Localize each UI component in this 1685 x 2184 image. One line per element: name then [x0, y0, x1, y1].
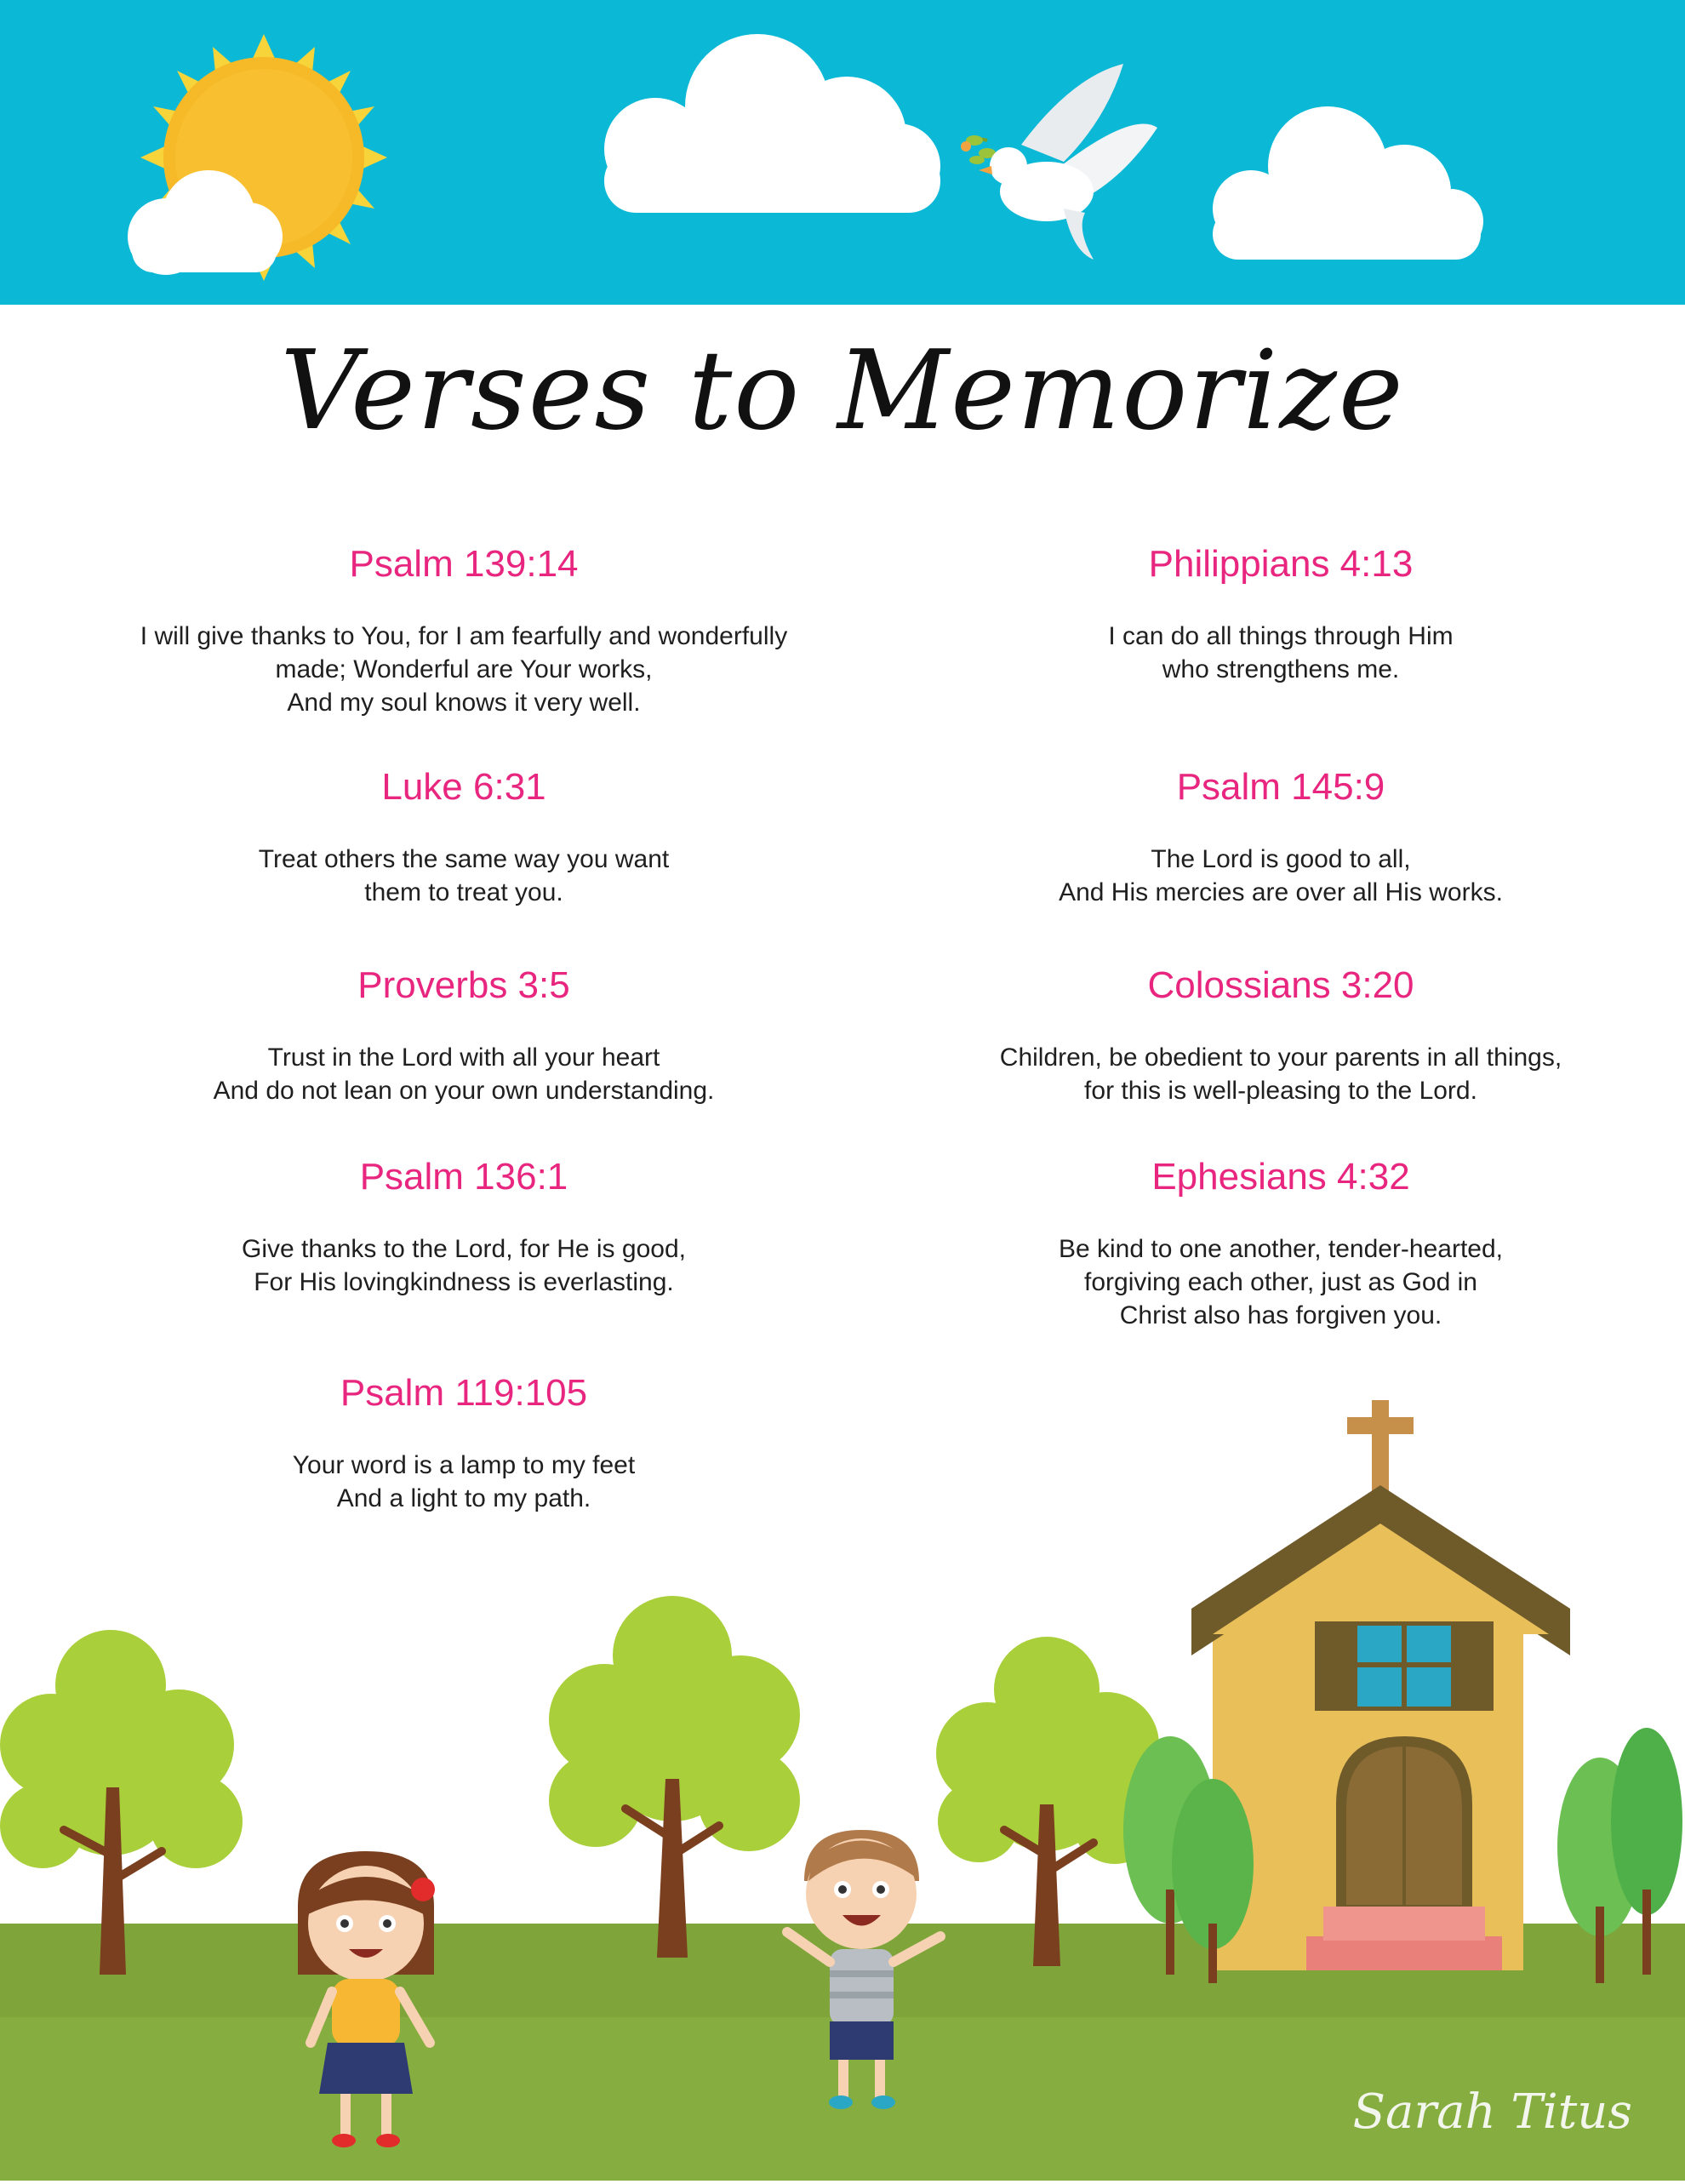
- verse-block: [89, 963, 838, 1107]
- scene-illustration: [0, 1379, 1685, 2181]
- page-title: Verses to Memorize: [280, 328, 1405, 455]
- verse-text: Trust in the Lord with all your heart And do not lean on your own understanding.: [213, 1043, 715, 1105]
- cloud-icon: [604, 34, 940, 213]
- verse-reference: Psalm 136:1: [359, 1156, 568, 1198]
- signature-logo: Sarah Titus: [1352, 2084, 1632, 2140]
- verse-reference: Psalm 139:14: [349, 543, 579, 585]
- sky-header: [0, 0, 1685, 305]
- verse-reference: Psalm 145:9: [1176, 766, 1385, 808]
- ground-scene: [0, 1379, 1685, 2181]
- verse-reference: Luke 6:31: [381, 766, 546, 808]
- verse-text: Be kind to one another, tender-hearted, forgiving each other, just as God in Christ also has forgiven you.: [1058, 1235, 1504, 1329]
- verse-text: Give thanks to the Lord, for He is good, For His lovingkindness is everlasting.: [242, 1235, 686, 1296]
- verse-reference: Ephesians 4:32: [1151, 1156, 1410, 1198]
- tree-icon: [0, 1630, 243, 1975]
- verse-reference: Proverbs 3:5: [357, 964, 570, 1006]
- verse-text: Your word is a lamp to my feet And a light to my path.: [292, 1451, 636, 1512]
- verse-text: Children, be obedient to your parents in all things, for this is well-pleasing to the Lord.: [999, 1043, 1562, 1105]
- cloud-icon: [1213, 106, 1483, 260]
- verse-reference: Psalm 119:105: [340, 1372, 588, 1414]
- verse-text: Treat others the same way you want them to treat you.: [258, 845, 670, 906]
- verse-block: [89, 764, 838, 909]
- verse-block: [89, 541, 838, 719]
- verse-text: I can do all things through Him who strengthens me.: [1108, 622, 1454, 683]
- verse-text: The Lord is good to all, And His mercies are over all His works.: [1059, 845, 1503, 906]
- verse-reference: Philippians 4:13: [1148, 543, 1414, 585]
- verse-block: [906, 764, 1655, 909]
- verse-block: [906, 963, 1655, 1107]
- dove-icon: [961, 64, 1157, 260]
- verse-reference: Colossians 3:20: [1147, 964, 1414, 1006]
- verse-block: [89, 1154, 838, 1299]
- verse-text: I will give thanks to You, for I am fearfully and wonderfully made; Wonderful are Your works, And my soul knows it very well.: [140, 622, 788, 717]
- sky-illustration: [0, 0, 1685, 305]
- tree-icon: [549, 1596, 800, 1958]
- verse-block: [906, 541, 1655, 686]
- verse-block: [906, 1154, 1655, 1332]
